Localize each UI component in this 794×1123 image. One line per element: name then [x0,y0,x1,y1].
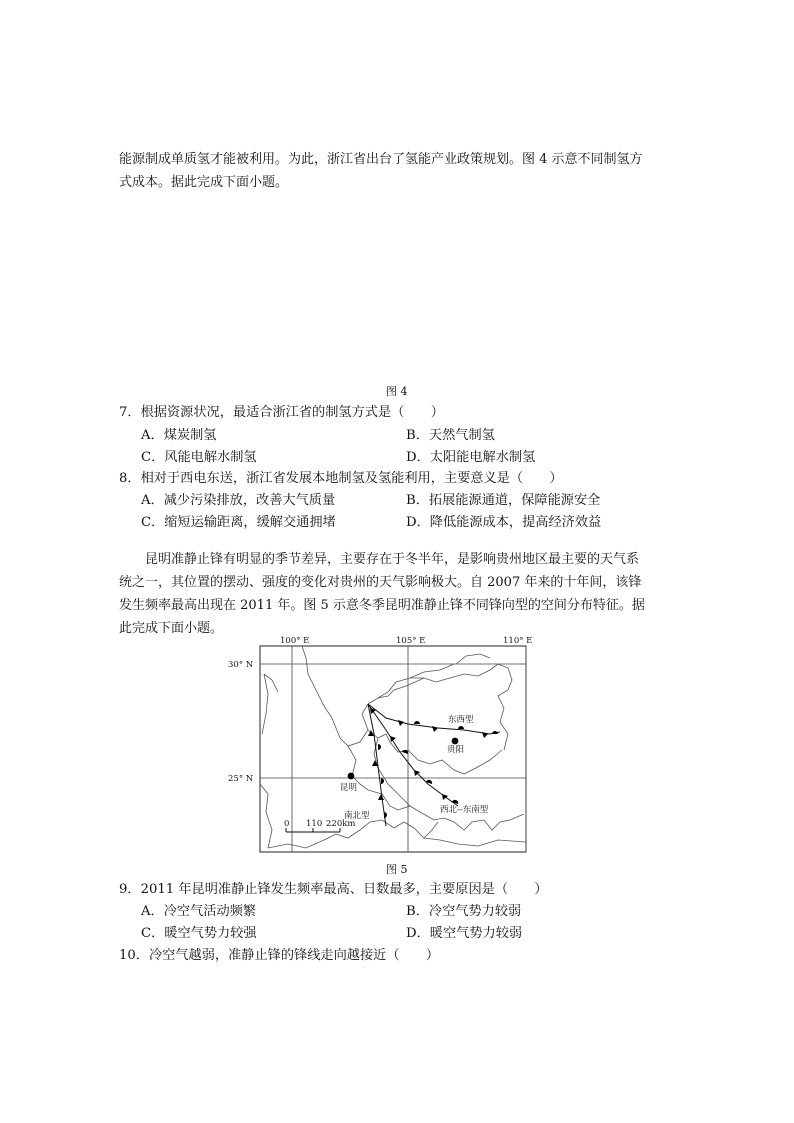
label-front-north-south: 南北型 [344,811,370,821]
question-9-option-a: A．冷空气活动频繁 [141,904,257,919]
passage-line-3: 发生频率最高出现在 2011 年。图 5 示意冬季昆明准静止锋不同锋向型的空间分布特征。据 [119,598,645,613]
figure-4-caption: 图 4 [386,385,408,398]
passage-line-1: 昆明准静止锋有明显的季节差异，主要存在于冬半年，是影响贵州地区最主要的天气系 [145,552,640,567]
front-semicircle [414,721,420,724]
question-8-option-d: D．降低能源成本，提高经济效益 [406,515,602,530]
front-triangle [378,794,384,800]
kunming-marker [348,773,355,780]
question-9-stem: 9．2011 年昆明准静止锋发生频率最高、日数最多，主要原因是（ ） [119,882,548,897]
question-8-option-a: A．减少污染排放，改善大气质量 [141,493,336,508]
guiyang-marker [452,738,459,745]
province-boundaries [260,646,526,848]
figure-5-map [228,634,538,856]
label-lat-30: 30° N [228,660,254,670]
figure-5-caption: 图 5 [386,863,408,876]
question-8-option-c: C．缩短运输距离，缓解交通拥堵 [141,515,336,530]
question-7-stem: 7．根据资源状况，最适合浙江省的制氢方式是（ ） [119,405,444,420]
passage-line-4: 此完成下面小题。 [119,621,224,636]
label-lon-105: 105° E [396,636,426,646]
city-label-guiyang: 贵阳 [447,745,465,755]
scale-label-110: 110 [306,819,323,829]
question-8-stem: 8．相对于西电东送，浙江省发展本地制氢及氢能利用，主要意义是（ ） [119,471,563,486]
passage-line-2: 统之一，其位置的摆动、强度的变化对贵州的天气影响极大。自 2007 年来的十年间，该锋 [119,575,642,590]
front-triangle [432,726,438,732]
map-frame [260,646,526,852]
front-semicircle [384,812,387,818]
question-9-option-b: B．冷空气势力较弱 [406,904,522,919]
front-semicircle [381,778,384,784]
question-7-option-c: C．风能电解水制氢 [141,450,257,465]
front-semicircle [458,726,464,729]
question-9-option-c: C．暖空气势力较强 [141,926,257,941]
label-lat-25: 25° N [228,774,254,784]
scale-label-220: 220km [326,819,356,829]
question-7-option-a: A．煤炭制氢 [141,428,217,443]
question-8-option-b: B．拓展能源通道，保障能源安全 [406,493,601,508]
label-front-east-west: 东西型 [448,715,474,725]
label-lon-100: 100° E [280,636,310,646]
question-10-stem: 10．冷空气越弱，准静止锋的锋线走向越接近（ ） [119,948,440,963]
front-semicircle [492,731,498,734]
label-lon-110: 110° E [503,636,533,646]
question-7-option-d: D．太阳能电解水制氢 [406,450,536,465]
front-triangle [442,794,448,800]
city-label-kunming: 昆明 [340,783,358,793]
label-front-northwest-southeast: 西北--东南型 [440,805,489,815]
question-9-option-d: D．暖空气势力较弱 [406,926,523,941]
intro-line-1: 能源制成单质氢才能被利用。为此，浙江省出台了氢能产业政策规划。图 4 示意不同制氢方 [119,152,643,167]
intro-line-2: 式成本。据此完成下面小题。 [119,175,289,190]
front-semicircle [378,744,381,750]
question-7-option-b: B．天然气制氢 [406,428,495,443]
scale-label-0: 0 [284,819,290,829]
